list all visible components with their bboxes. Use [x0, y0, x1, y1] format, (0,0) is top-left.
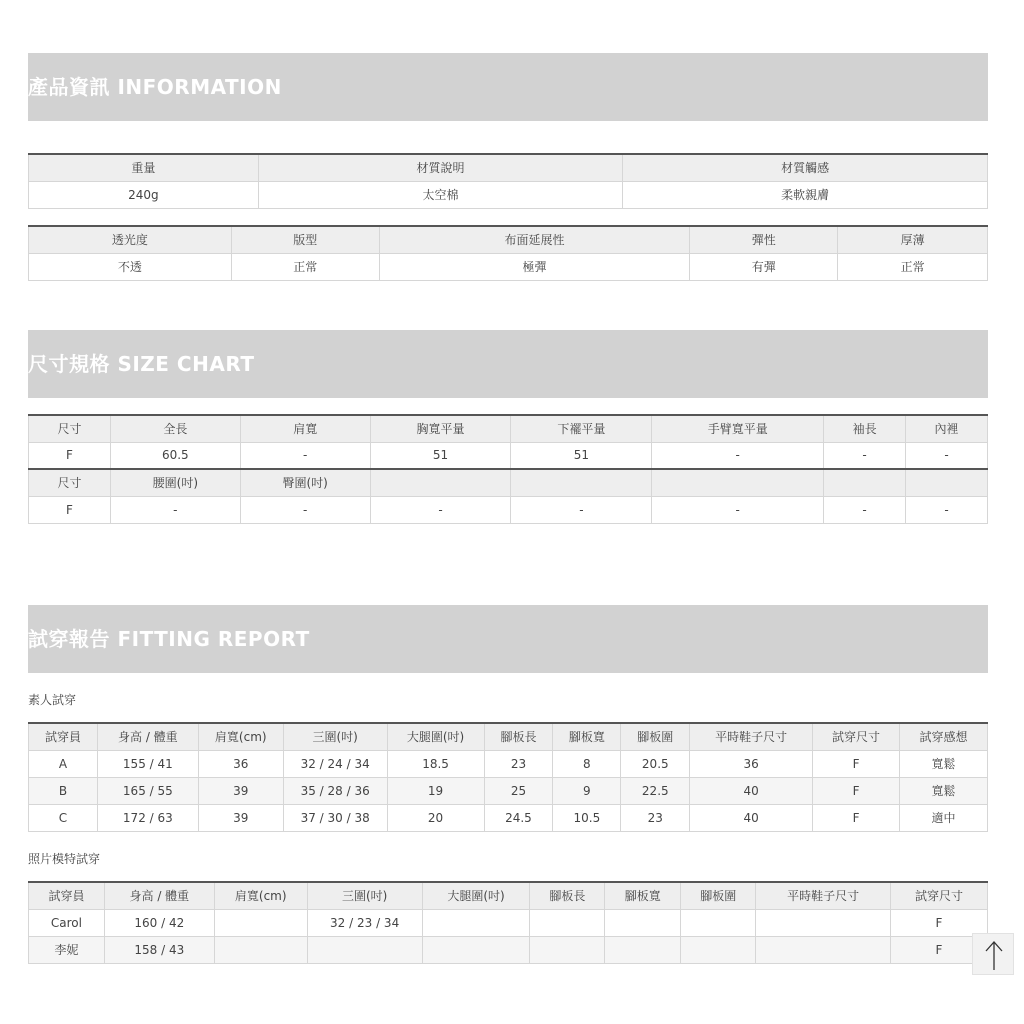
table-cell: 正常: [838, 253, 988, 280]
table-cell: A: [29, 750, 98, 777]
table-header-row: [29, 154, 988, 181]
header-cell: [370, 469, 511, 496]
table-header-row: [29, 882, 988, 909]
table-cell: [681, 909, 756, 936]
header-cell: 全長: [110, 415, 240, 442]
table-row: [29, 804, 988, 831]
table-cell: 寬鬆: [899, 750, 987, 777]
table-cell: F: [29, 442, 111, 469]
table-cell: [605, 936, 681, 963]
table-cell: 10.5: [553, 804, 621, 831]
table-cell: 太空棉: [258, 181, 623, 208]
table-cell: [422, 936, 530, 963]
table-cell: 18.5: [387, 750, 484, 777]
header-cell: [824, 469, 906, 496]
table-cell: [422, 909, 530, 936]
table-cell: [756, 909, 891, 936]
section-banner-size-chart: [28, 330, 988, 398]
table-header-row: [29, 723, 988, 750]
info-table-properties: [28, 225, 988, 281]
table-row: [29, 181, 988, 208]
table-row: [29, 496, 988, 523]
header-cell: 大腿圍(吋): [387, 723, 484, 750]
table-cell: 適中: [899, 804, 987, 831]
size-chart-table: [28, 414, 988, 524]
header-cell: 內裡: [906, 415, 988, 442]
info-table-material: [28, 153, 988, 209]
header-cell: 腳板寬: [605, 882, 681, 909]
table-cell: [214, 909, 307, 936]
header-cell: 袖長: [824, 415, 906, 442]
table-cell: [214, 936, 307, 963]
table-cell: 35 / 28 / 36: [283, 777, 387, 804]
table-cell: 39: [198, 777, 283, 804]
table-cell: Carol: [29, 909, 105, 936]
header-cell: 彈性: [690, 226, 838, 253]
table-cell: 20.5: [621, 750, 690, 777]
header-cell: 透光度: [29, 226, 232, 253]
table-cell: 寬鬆: [899, 777, 987, 804]
table-cell: [530, 936, 605, 963]
header-cell: 重量: [29, 154, 259, 181]
table-cell: 有彈: [690, 253, 838, 280]
header-cell: 身高 / 體重: [104, 882, 214, 909]
table-cell: 37 / 30 / 38: [283, 804, 387, 831]
header-cell: 試穿感想: [899, 723, 987, 750]
header-cell: 試穿員: [29, 882, 105, 909]
header-cell: 腳板長: [484, 723, 553, 750]
header-cell: 試穿員: [29, 723, 98, 750]
header-cell: [652, 469, 824, 496]
header-cell: 臀圍(吋): [240, 469, 370, 496]
header-cell: 大腿圍(吋): [422, 882, 530, 909]
table-cell: 23: [484, 750, 553, 777]
model-fitting-title: 照片模特試穿: [28, 852, 101, 866]
table-cell: 23: [621, 804, 690, 831]
table-cell: 36: [198, 750, 283, 777]
header-cell: 三圍(吋): [283, 723, 387, 750]
table-cell: 36: [690, 750, 813, 777]
table-cell: 柔軟親膚: [623, 181, 988, 208]
section-title: 產品資訊 INFORMATION: [28, 75, 282, 99]
table-cell: F: [813, 804, 900, 831]
amateur-fitting-title: 素人試穿: [28, 693, 77, 707]
header-cell: 腳板寬: [553, 723, 621, 750]
table-cell: 22.5: [621, 777, 690, 804]
header-cell: 肩寬(cm): [214, 882, 307, 909]
header-cell: [511, 469, 652, 496]
header-cell: 布面延展性: [379, 226, 690, 253]
header-cell: 肩寬: [240, 415, 370, 442]
table-cell: F: [813, 777, 900, 804]
table-cell: -: [240, 496, 370, 523]
model-fitting-table: [28, 881, 988, 964]
table-row: [29, 777, 988, 804]
table-cell: 極彈: [379, 253, 690, 280]
table-cell: 正常: [231, 253, 379, 280]
section-banner-information: [28, 53, 988, 121]
table-cell: 158 / 43: [104, 936, 214, 963]
amateur-fitting-table: [28, 722, 988, 832]
table-cell: B: [29, 777, 98, 804]
arrow-up-icon: [973, 934, 1015, 976]
table-cell: F: [813, 750, 900, 777]
table-cell: 9: [553, 777, 621, 804]
table-cell: 24.5: [484, 804, 553, 831]
table-cell: 李妮: [29, 936, 105, 963]
table-cell: 19: [387, 777, 484, 804]
table-cell: 40: [690, 804, 813, 831]
table-cell: -: [652, 496, 824, 523]
table-cell: 25: [484, 777, 553, 804]
table-header-row: [29, 415, 988, 442]
table-header-row: [29, 226, 988, 253]
header-cell: 尺寸: [29, 415, 111, 442]
table-cell: -: [824, 442, 906, 469]
header-cell: 三圍(吋): [307, 882, 422, 909]
header-cell: 尺寸: [29, 469, 111, 496]
header-cell: 腰圍(吋): [110, 469, 240, 496]
table-cell: [681, 936, 756, 963]
table-cell: [605, 909, 681, 936]
back-to-top-button[interactable]: [972, 933, 1014, 975]
table-row: [29, 253, 988, 280]
table-cell: 160 / 42: [104, 909, 214, 936]
header-cell: 試穿尺寸: [891, 882, 988, 909]
header-cell: 材質說明: [258, 154, 623, 181]
table-cell: -: [824, 496, 906, 523]
header-cell: [906, 469, 988, 496]
header-cell: 肩寬(cm): [198, 723, 283, 750]
table-cell: 155 / 41: [97, 750, 198, 777]
table-header-row: [29, 469, 988, 496]
header-cell: 腳板圍: [621, 723, 690, 750]
table-cell: 8: [553, 750, 621, 777]
header-cell: 手臂寬平量: [652, 415, 824, 442]
table-row: [29, 936, 988, 963]
header-cell: 平時鞋子尺寸: [690, 723, 813, 750]
table-cell: -: [906, 496, 988, 523]
header-cell: 平時鞋子尺寸: [756, 882, 891, 909]
table-cell: -: [370, 496, 511, 523]
table-cell: C: [29, 804, 98, 831]
table-cell: [530, 909, 605, 936]
table-cell: [307, 936, 422, 963]
section-banner-fitting-report: [28, 605, 988, 673]
table-cell: 20: [387, 804, 484, 831]
table-cell: [756, 936, 891, 963]
table-cell: 51: [370, 442, 511, 469]
table-cell: 60.5: [110, 442, 240, 469]
table-cell: 39: [198, 804, 283, 831]
header-cell: 厚薄: [838, 226, 988, 253]
table-cell: 240g: [29, 181, 259, 208]
header-cell: 身高 / 體重: [97, 723, 198, 750]
table-cell: 51: [511, 442, 652, 469]
table-cell: -: [906, 442, 988, 469]
table-cell: 不透: [29, 253, 232, 280]
table-cell: F: [891, 936, 988, 963]
table-cell: -: [110, 496, 240, 523]
table-cell: 40: [690, 777, 813, 804]
header-cell: 版型: [231, 226, 379, 253]
header-cell: 胸寬平量: [370, 415, 511, 442]
header-cell: 腳板圍: [681, 882, 756, 909]
section-title: 尺寸規格 SIZE CHART: [28, 352, 255, 376]
table-cell: -: [511, 496, 652, 523]
table-cell: 32 / 23 / 34: [307, 909, 422, 936]
section-title: 試穿報告 FITTING REPORT: [28, 627, 310, 651]
table-row: [29, 442, 988, 469]
header-cell: 試穿尺寸: [813, 723, 900, 750]
table-cell: -: [652, 442, 824, 469]
table-cell: 165 / 55: [97, 777, 198, 804]
table-cell: 32 / 24 / 34: [283, 750, 387, 777]
table-cell: -: [240, 442, 370, 469]
table-row: [29, 909, 988, 936]
header-cell: 下襬平量: [511, 415, 652, 442]
table-cell: F: [891, 909, 988, 936]
header-cell: 材質觸感: [623, 154, 988, 181]
table-cell: F: [29, 496, 111, 523]
table-row: [29, 750, 988, 777]
table-cell: 172 / 63: [97, 804, 198, 831]
header-cell: 腳板長: [530, 882, 605, 909]
